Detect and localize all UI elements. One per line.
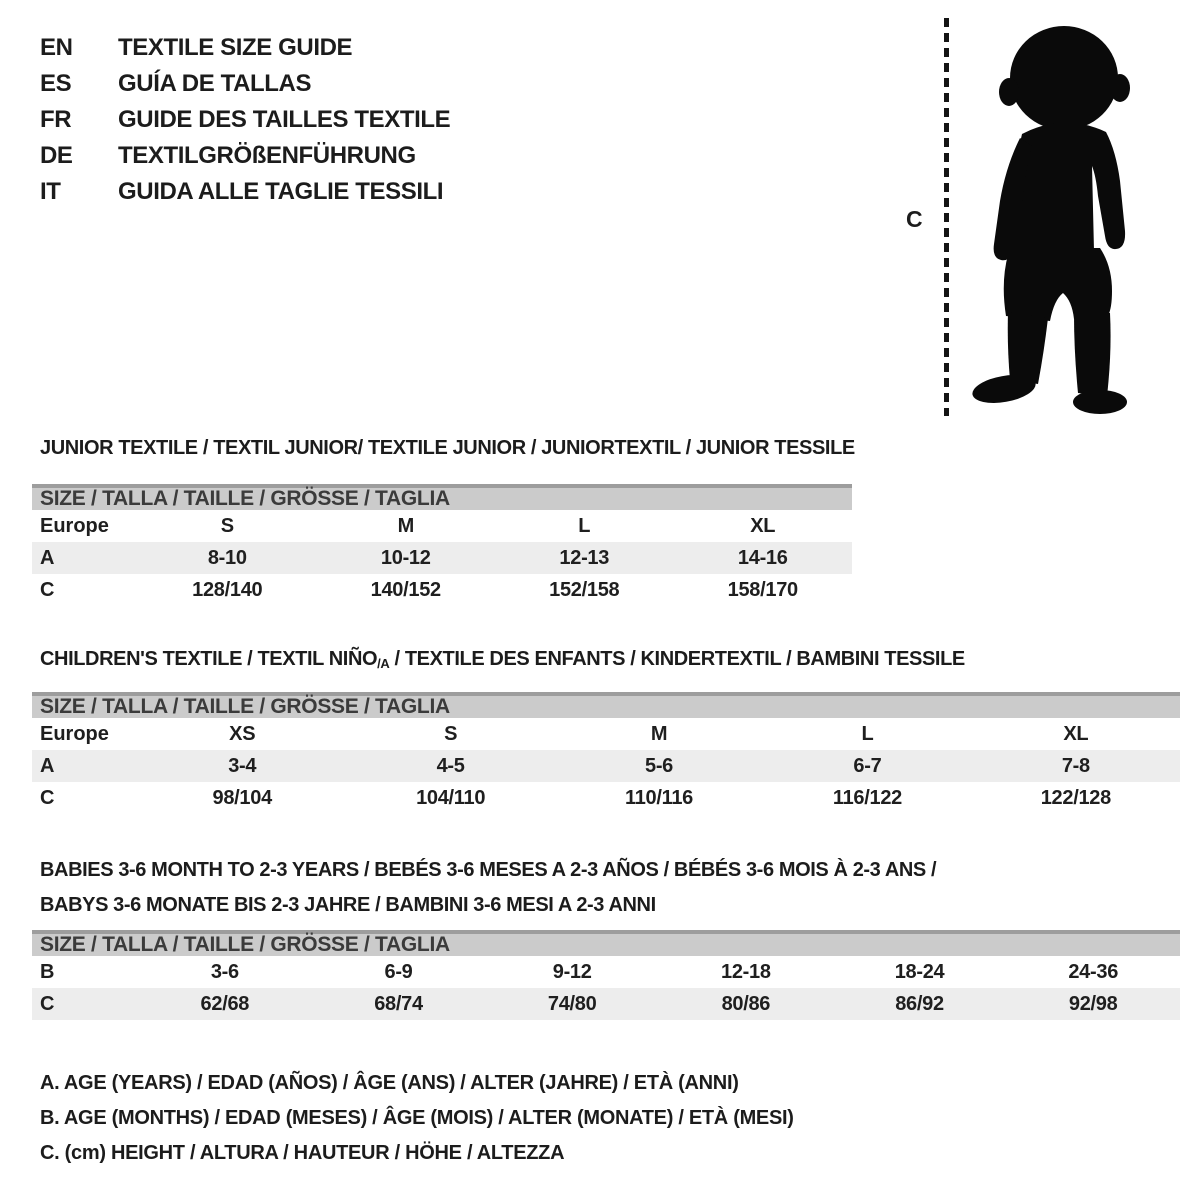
size-cell: XL [750,514,776,537]
language-title-list [40,30,450,210]
row-label: B [40,960,55,983]
row-label: C [40,786,55,809]
note-line-b: B. AGE (MONTHS) / EDAD (MESES) / ÂGE (MOIS) / ALTER (MONATE) / ETÀ (MESI) [40,1107,794,1129]
children-table [32,692,1180,814]
height-cell: 122/128 [1040,786,1111,809]
row-label: C [40,992,55,1015]
language-code: DE [40,142,73,169]
height-cell: 140/152 [370,578,441,601]
language-row-it [40,174,450,210]
size-cell: L [861,722,874,745]
age-cell: 7-8 [1061,754,1090,777]
language-row-es [40,66,450,102]
language-code: IT [40,178,61,205]
size-cell: XL [1063,722,1089,745]
height-cell: 158/170 [727,578,798,601]
children-row-age [32,750,1180,782]
age-cell: 10-12 [380,546,431,569]
age-cell: 5-6 [645,754,674,777]
age-cell: 3-4 [228,754,257,777]
age-cell: 14-16 [737,546,788,569]
size-cell: S [220,514,234,537]
height-cell: 62/68 [200,992,250,1015]
children-heading [40,648,965,671]
junior-row-age [32,542,852,574]
junior-heading: JUNIOR TEXTILE / TEXTIL JUNIOR/ TEXTILE JUNIOR / JUNIORTEXTIL / JUNIOR TESSILE [40,437,855,459]
size-cell: M [650,722,668,745]
junior-row-europe [32,510,852,542]
height-cell: 74/80 [547,992,597,1015]
babies-row-height [32,988,1180,1020]
size-cell: L [578,514,591,537]
months-cell: 12-18 [721,960,771,983]
babies-heading-line2: BABYS 3-6 MONATE BIS 2-3 JAHRE / BAMBINI 3-6 MESI A 2-3 ANNI [40,894,656,916]
note-line-c: C. (cm) HEIGHT / ALTURA / HAUTEUR / HÖHE / ALTEZZA [40,1142,565,1164]
age-cell: 6-7 [853,754,882,777]
guide-title-de: TEXTILGRÖßENFÜHRUNG [118,142,416,169]
height-cell: 152/158 [549,578,620,601]
months-cell: 6-9 [384,960,413,983]
height-cell: 98/104 [212,786,272,809]
months-cell: 18-24 [894,960,945,983]
children-heading-sub: /A [377,656,390,671]
children-heading-prefix: CHILDREN'S TEXTILE / TEXTIL NIÑO [40,648,378,670]
children-heading-suffix: / TEXTILE DES ENFANTS / KINDERTEXTIL / BAMBINI TESSILE [389,648,965,670]
height-cell: 92/98 [1068,992,1118,1015]
height-dashed-line [944,18,949,416]
row-label: A [40,754,55,777]
months-cell: 9-12 [552,960,592,983]
height-cell: 128/140 [192,578,263,601]
height-cell: 104/110 [416,786,486,809]
legend-notes [40,1066,794,1171]
row-label: C [40,578,55,601]
age-cell: 4-5 [436,754,465,777]
height-cell: 80/86 [721,992,771,1015]
junior-row-height [32,574,852,606]
size-cell: XS [229,722,256,745]
babies-heading-line1: BABIES 3-6 MONTH TO 2-3 YEARS / BEBÉS 3-6 MESES A 2-3 AÑOS / BÉBÉS 3-6 MOIS À 2-3 ANS / [40,859,937,881]
size-cell: S [444,722,458,745]
language-code: ES [40,70,72,97]
height-cell: 116/122 [832,786,902,809]
size-header-bar: SIZE / TALLA / TAILLE / GRÖSSE / TAGLIA [32,930,1180,956]
size-header-bar: SIZE / TALLA / TAILLE / GRÖSSE / TAGLIA [32,692,1180,718]
babies-table [32,930,1180,1020]
size-header-bar: SIZE / TALLA / TAILLE / GRÖSSE / TAGLIA [32,484,852,510]
age-cell: 8-10 [207,546,247,569]
language-row-en [40,30,450,66]
babies-heading [40,853,936,923]
baby-silhouette-illustration [962,16,1148,420]
row-label: A [40,546,55,569]
guide-title-en: TEXTILE SIZE GUIDE [118,34,353,61]
months-cell: 24-36 [1068,960,1119,983]
guide-title-es: GUÍA DE TALLAS [118,70,312,97]
size-cell: M [397,514,414,537]
height-cell: 68/74 [374,992,423,1015]
language-row-de [40,138,450,174]
language-row-fr [40,102,450,138]
junior-table [32,484,852,606]
language-code: EN [40,34,73,61]
row-label: Europe [40,514,109,537]
age-cell: 12-13 [559,546,610,569]
note-line-a: A. AGE (YEARS) / EDAD (AÑOS) / ÂGE (ANS) / ALTER (JAHRE) / ETÀ (ANNI) [40,1072,739,1094]
babies-row-months [32,956,1180,988]
guide-title-it: GUIDA ALLE TAGLIE TESSILI [118,178,444,205]
guide-title-fr: GUIDE DES TAILLES TEXTILE [118,106,451,133]
height-cell: 110/116 [625,786,694,809]
language-code: FR [40,106,72,133]
children-row-height [32,782,1180,814]
height-cell: 86/92 [895,992,944,1015]
height-measure-label: C [906,206,923,232]
months-cell: 3-6 [210,960,239,983]
children-row-europe [32,718,1180,750]
row-label: Europe [40,722,109,745]
